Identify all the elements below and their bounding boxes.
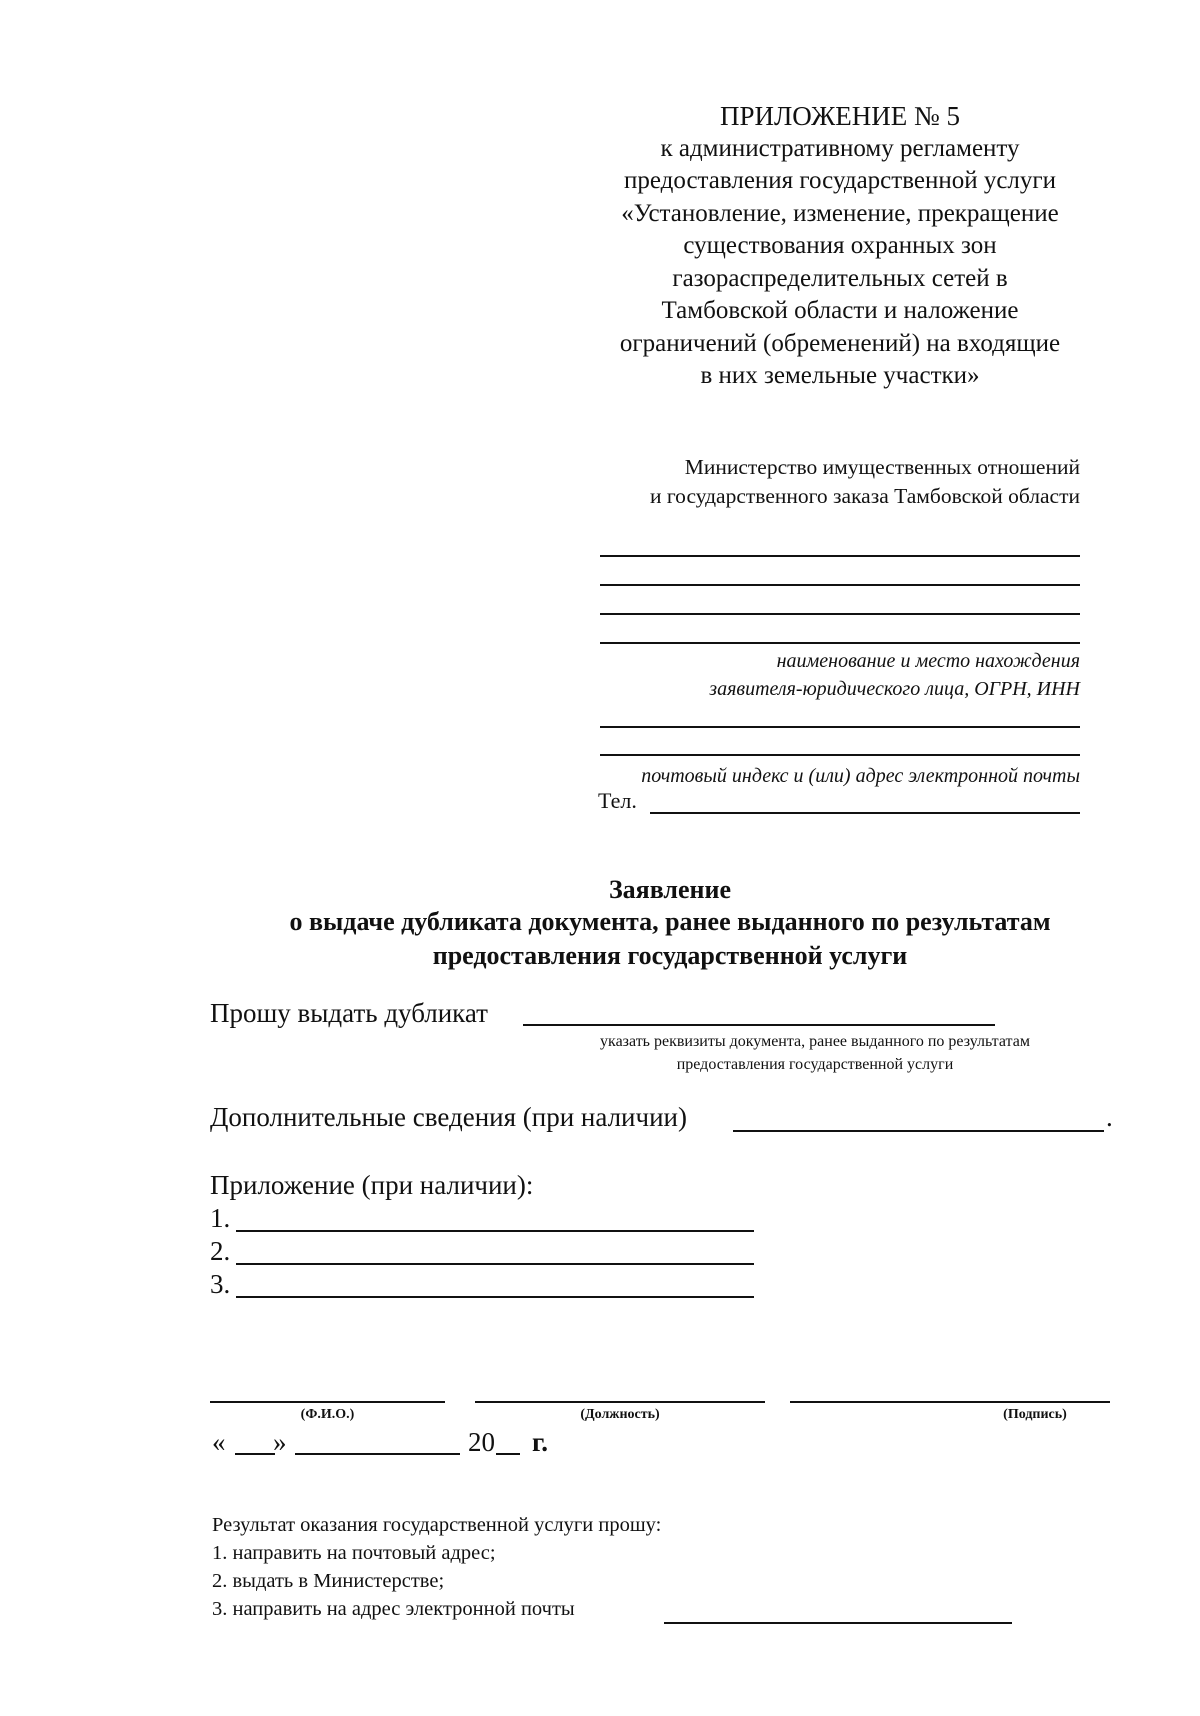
phone-field[interactable] — [650, 812, 1080, 814]
applicant-caption-line: заявителя-юридического лица, ОГРН, ИНН — [709, 678, 1080, 700]
request-label: Прошу выдать дубликат — [210, 998, 488, 1028]
date-year-suffix: г. — [532, 1427, 548, 1457]
appendix-line: предоставления государственной услуги — [623, 167, 1057, 194]
document-details-field[interactable] — [523, 1024, 995, 1026]
postal-caption: почтовый индекс и (или) адрес электронной почты — [641, 765, 1080, 787]
additional-info-label: Дополнительные сведения (при наличии) — [210, 1102, 687, 1132]
date-quote-open: « — [212, 1427, 226, 1457]
appendix-line: «Установление, изменение, прекращение — [621, 199, 1059, 227]
additional-info-field[interactable] — [733, 1130, 1104, 1132]
appendix-line: к административному регламенту — [660, 134, 1020, 162]
appendix-line: ограничений (обременений) на входящие — [619, 329, 1061, 357]
attachment-field[interactable] — [236, 1263, 754, 1265]
appendix-line: газораспределительных сетей в — [672, 264, 1008, 292]
ministry-addressee — [560, 453, 1080, 511]
position-caption: (Должность) — [580, 1407, 660, 1422]
additional-info-period: . — [1106, 1102, 1113, 1132]
phone-label: Тел. — [598, 788, 637, 813]
statement-subtitle: о выдаче дубликата документа, ранее выданного по результатам — [289, 907, 1051, 936]
appendix-line: Тамбовской области и наложение — [661, 297, 1019, 324]
hint-line: предоставления государственной услуги — [676, 1056, 954, 1073]
attachment-number: 3. — [210, 1269, 231, 1299]
appendix-title: ПРИЛОЖЕНИЕ № 5 — [719, 101, 961, 131]
result-option: 2. выдать в Министерстве; — [212, 1570, 445, 1592]
date-day-field[interactable] — [235, 1453, 275, 1455]
result-email-field[interactable] — [664, 1622, 1012, 1624]
attachment-number: 1. — [210, 1203, 231, 1233]
appendix-header — [560, 100, 1120, 393]
date-month-field[interactable] — [295, 1453, 460, 1455]
statement-title: Заявление — [608, 875, 732, 904]
ministry-line: и государственного заказа Тамбовской области — [650, 484, 1080, 508]
attachment-field[interactable] — [236, 1230, 754, 1232]
result-option: 3. направить на адрес электронной почты — [212, 1598, 575, 1620]
hint-line: указать реквизиты документа, ранее выданного по результатам — [600, 1033, 1030, 1050]
fio-caption: (Ф.И.О.) — [300, 1407, 355, 1422]
attachments-label: Приложение (при наличии): — [210, 1170, 534, 1200]
result-label: Результат оказания государственной услуги прошу: — [212, 1514, 662, 1536]
appendix-line: в них земельные участки» — [700, 362, 980, 389]
signature-field[interactable] — [790, 1401, 1110, 1403]
fio-field[interactable] — [210, 1401, 445, 1403]
postal-field[interactable] — [600, 726, 1080, 728]
ministry-line: Министерство имущественных отношений — [684, 455, 1080, 479]
applicant-caption-line: наименование и место нахождения — [776, 650, 1080, 672]
applicant-name-field[interactable] — [600, 584, 1080, 586]
applicant-name-field[interactable] — [600, 642, 1080, 644]
postal-field[interactable] — [600, 754, 1080, 756]
date-quote-close: » — [273, 1427, 287, 1457]
result-option: 1. направить на почтовый адрес; — [212, 1542, 496, 1564]
applicant-caption — [560, 647, 1080, 703]
document-details-hint — [535, 1030, 1095, 1076]
date-year-prefix: 20 — [468, 1427, 495, 1457]
statement-subtitle: предоставления государственной услуги — [432, 941, 908, 970]
date-year-field[interactable] — [496, 1453, 520, 1455]
applicant-name-field[interactable] — [600, 613, 1080, 615]
applicant-name-field[interactable] — [600, 555, 1080, 557]
position-field[interactable] — [475, 1401, 765, 1403]
signature-caption: (Подпись) — [1003, 1407, 1067, 1422]
appendix-line: существования охранных зон — [683, 232, 997, 259]
attachment-field[interactable] — [236, 1296, 754, 1298]
attachment-number: 2. — [210, 1236, 231, 1266]
